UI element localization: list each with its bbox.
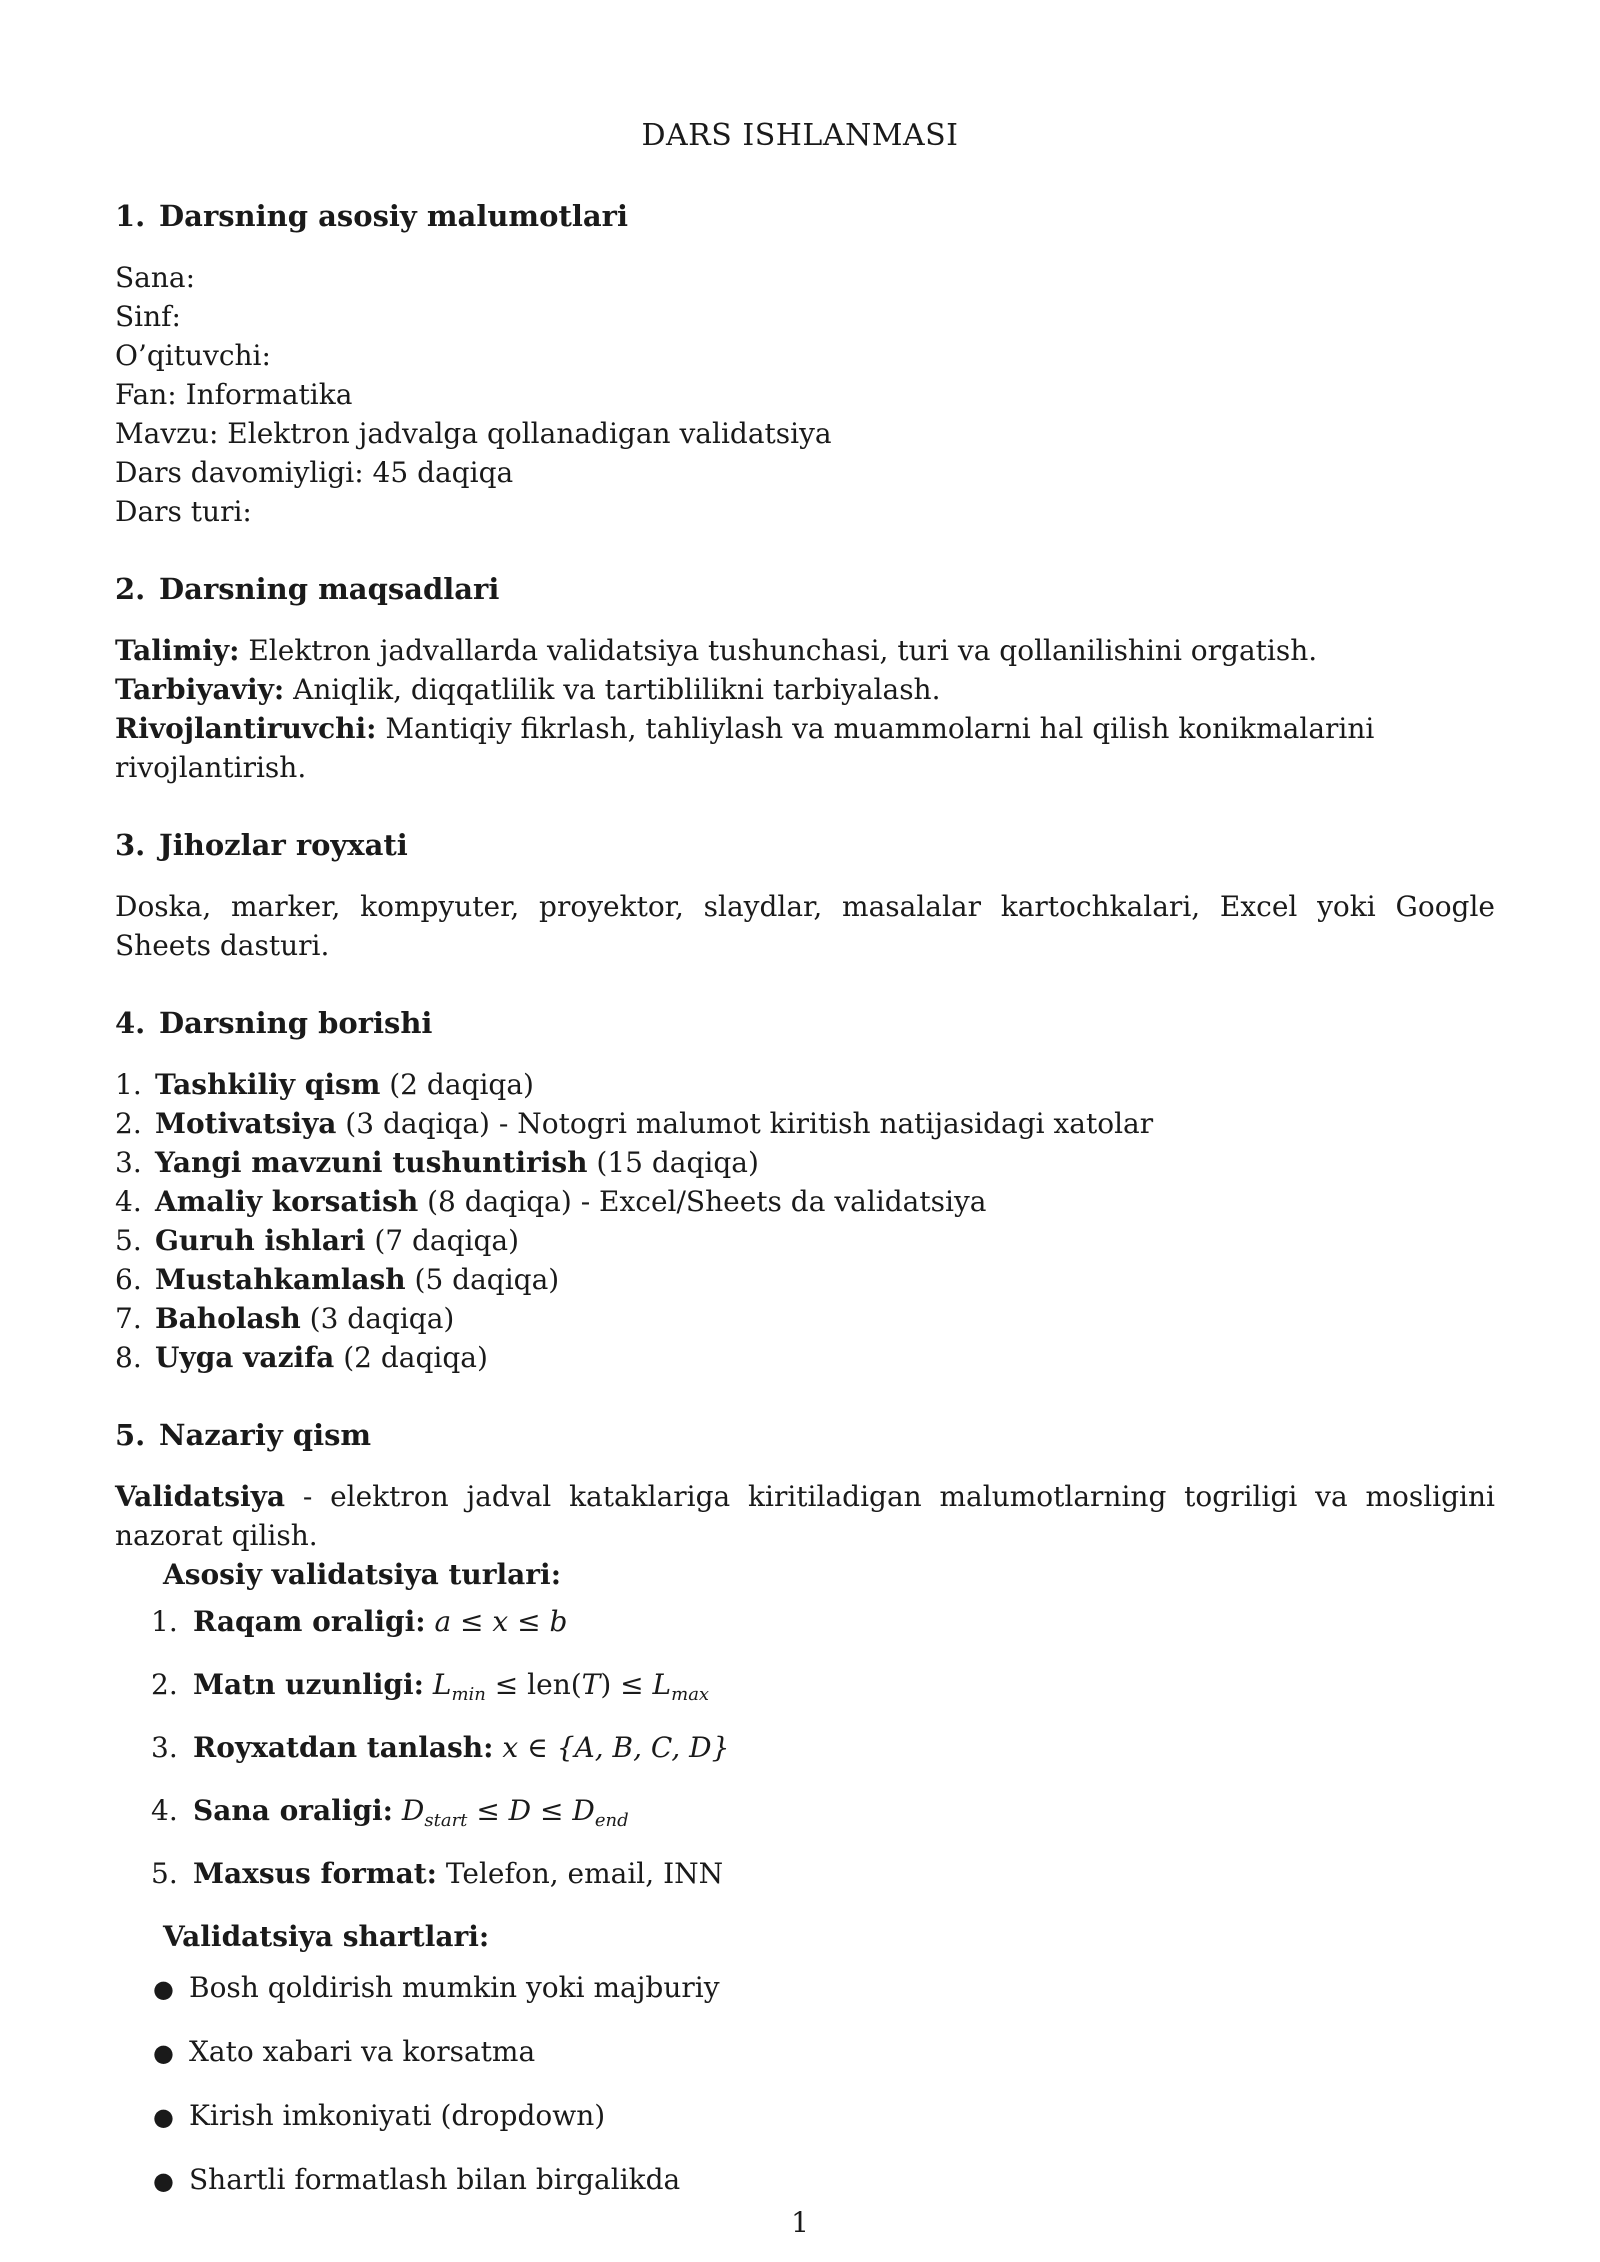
step-label: Mustahkamlash <box>155 1263 406 1296</box>
step-text: (2 daqiqa) <box>380 1068 534 1101</box>
validation-types-heading: Asosiy validatsiya turlari: <box>163 1558 562 1591</box>
lesson-step <box>115 1299 1495 1338</box>
section-heading-equipment <box>115 825 1495 865</box>
step-number: 1. <box>115 1068 142 1101</box>
section-number: 4. <box>115 1006 146 1040</box>
step-text: (8 daqiqa) - Excel/Sheets da validatsiya <box>418 1185 987 1218</box>
goal-educational <box>115 631 1495 670</box>
validation-type <box>151 1854 1495 1894</box>
section-number: 1. <box>115 199 146 233</box>
lesson-step <box>115 1065 1495 1104</box>
validation-type <box>151 1602 1495 1642</box>
validation-conditions-heading: Validatsiya shartlari: <box>163 1920 490 1953</box>
lesson-step <box>115 1143 1495 1182</box>
lesson-step <box>115 1221 1495 1260</box>
step-label: Yangi mavzuni tushuntirish <box>155 1146 588 1179</box>
section-lesson-flow <box>115 1003 1495 1377</box>
validation-type <box>151 1665 1495 1705</box>
lesson-steps-list <box>115 1065 1495 1377</box>
type-label: Matn uzunligi: <box>193 1668 424 1701</box>
section-equipment <box>115 825 1495 965</box>
info-date: Sana: <box>115 261 196 294</box>
validation-conditions-list <box>115 1968 1495 2201</box>
condition-item <box>153 2032 1495 2073</box>
type-label: Maxsus format: <box>193 1857 437 1890</box>
step-number: 4. <box>115 1185 142 1218</box>
theory-intro <box>115 1477 1495 1555</box>
condition-text: Kirish imkoniyati (dropdown) <box>189 2099 606 2132</box>
type-number: 2. <box>151 1668 178 1701</box>
formula-operator: ≤ D ≤ <box>467 1794 573 1827</box>
condition-item <box>153 2096 1495 2137</box>
info-subject: Fan: Informatika <box>115 378 353 411</box>
step-number: 2. <box>115 1107 142 1140</box>
section-basic-info <box>115 196 1495 531</box>
formula-function: len( <box>527 1668 582 1701</box>
goal-text: Mantiqiy fikrlash, tahliylash va muammolarni hal qilish konikmalarini rivojlantirish. <box>115 712 1375 784</box>
goal-upbringing <box>115 670 1495 709</box>
section-title: Jihozlar royxati <box>159 828 408 862</box>
formula-symbol: D <box>401 1794 425 1827</box>
section-title: Darsning asosiy malumotlari <box>159 199 628 233</box>
bullet-icon: ● <box>153 2103 174 2131</box>
section-number: 5. <box>115 1418 146 1452</box>
lesson-step <box>115 1260 1495 1299</box>
section-heading-lesson-flow <box>115 1003 1495 1043</box>
goal-text: Aniqlik, diqqatlilik va tartiblilikni tarbiyalash. <box>284 673 941 706</box>
type-number: 4. <box>151 1794 178 1827</box>
step-number: 3. <box>115 1146 142 1179</box>
step-number: 5. <box>115 1224 142 1257</box>
step-label: Baholash <box>155 1302 301 1335</box>
lesson-step <box>115 1104 1495 1143</box>
formula-subscript: start <box>424 1810 468 1831</box>
validation-type <box>151 1791 1495 1831</box>
info-lesson-type: Dars turi: <box>115 495 252 528</box>
step-text: (3 daqiqa) - Notogri malumot kiritish natijasidagi xatolar <box>336 1107 1154 1140</box>
step-text: (5 daqiqa) <box>405 1263 560 1296</box>
goal-label: Talimiy: <box>115 634 240 667</box>
section-heading-basic-info <box>115 196 1495 236</box>
formula-operator: ≤ <box>485 1668 528 1701</box>
condition-text: Bosh qoldirish mumkin yoki majburiy <box>189 1971 720 2004</box>
section-number: 2. <box>115 572 146 606</box>
section-number: 3. <box>115 828 146 862</box>
formula-symbol: D <box>572 1794 595 1827</box>
theory-term: Validatsiya <box>115 1480 286 1513</box>
step-label: Tashkiliy qism <box>155 1068 381 1101</box>
step-number: 6. <box>115 1263 142 1296</box>
formula-symbol: L <box>652 1668 672 1701</box>
formula-subscript: max <box>671 1684 710 1705</box>
condition-item <box>153 1968 1495 2009</box>
type-label: Raqam oraligi: <box>193 1605 426 1638</box>
section-heading-theory <box>115 1415 1495 1455</box>
bullet-icon: ● <box>153 2039 174 2067</box>
condition-item <box>153 2160 1495 2201</box>
bullet-icon: ● <box>153 1975 174 2003</box>
type-formula <box>432 1668 710 1705</box>
section-title: Darsning maqsadlari <box>159 572 500 606</box>
formula-operator: ) ≤ <box>600 1668 653 1701</box>
section-heading-goals <box>115 569 1495 609</box>
type-formula <box>401 1794 629 1831</box>
section-title: Nazariy qism <box>159 1418 372 1452</box>
equipment-list: Doska, marker, kompyuter, proyektor, slaydlar, masalalar kartochkalari, Excel yoki Google Sheets dasturi. <box>115 890 1495 962</box>
type-number: 5. <box>151 1857 178 1890</box>
bullet-icon: ● <box>153 2167 174 2195</box>
type-formula: a ≤ x ≤ b <box>434 1605 568 1638</box>
step-text: (3 daqiqa) <box>300 1302 455 1335</box>
step-label: Motivatsiya <box>155 1107 337 1140</box>
section-title: Darsning borishi <box>159 1006 433 1040</box>
goal-developmental <box>115 709 1495 787</box>
formula-symbol: T <box>581 1668 601 1701</box>
goal-label: Rivojlantiruvchi: <box>115 712 377 745</box>
section-theory <box>115 1415 1495 2201</box>
info-topic: Mavzu: Elektron jadvalga qollanadigan validatsiya <box>115 417 832 450</box>
formula-symbol: L <box>432 1668 452 1701</box>
goal-text: Elektron jadvallarda validatsiya tushunchasi, turi va qollanilishini orgatish. <box>239 634 1318 667</box>
info-duration: Dars davomiyligi: 45 daqiqa <box>115 456 514 489</box>
formula-subscript: min <box>451 1684 486 1705</box>
step-text: (7 daqiqa) <box>365 1224 519 1257</box>
type-number: 1. <box>151 1605 178 1638</box>
page-number: 1 <box>791 2206 809 2239</box>
step-label: Guruh ishlari <box>155 1224 366 1257</box>
document-body <box>115 196 1495 2239</box>
type-label: Sana oraligi: <box>193 1794 394 1827</box>
validation-types-list <box>115 1602 1495 1894</box>
step-number: 8. <box>115 1341 142 1374</box>
section-goals <box>115 569 1495 787</box>
type-formula: x ∈ {A, B, C, D} <box>502 1731 730 1764</box>
type-label: Royxatdan tanlash: <box>193 1731 494 1764</box>
goal-label: Tarbiyaviy: <box>115 673 285 706</box>
info-teacher: O’qituvchi: <box>115 339 271 372</box>
condition-text: Xato xabari va korsatma <box>189 2035 536 2068</box>
type-number: 3. <box>151 1731 178 1764</box>
step-label: Amaliy korsatish <box>155 1185 419 1218</box>
step-text: (15 daqiqa) <box>587 1146 759 1179</box>
step-text: (2 daqiqa) <box>334 1341 488 1374</box>
condition-text: Shartli formatlash bilan birgalikda <box>189 2163 681 2196</box>
step-label: Uyga vazifa <box>155 1341 335 1374</box>
lesson-step <box>115 1182 1495 1221</box>
theory-definition: - elektron jadval kataklariga kiritiladigan malumotlarning togriligi va mosligini nazorat qilish. <box>115 1480 1495 1552</box>
validation-type <box>151 1728 1495 1768</box>
formula-subscript: end <box>594 1810 629 1831</box>
document-title: DARS ISHLANMASI <box>641 118 959 153</box>
lesson-step <box>115 1338 1495 1377</box>
step-number: 7. <box>115 1302 142 1335</box>
info-class: Sinf: <box>115 300 181 333</box>
type-text: Telefon, email, INN <box>436 1857 724 1890</box>
